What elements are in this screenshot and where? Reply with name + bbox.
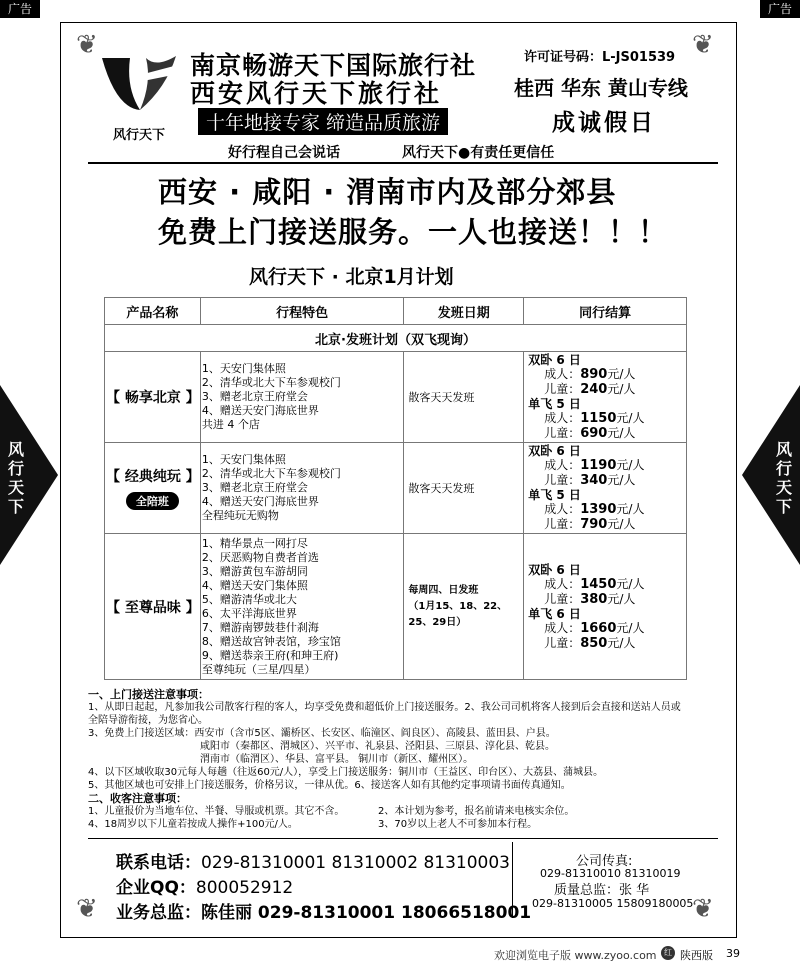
note-row	[88, 805, 718, 818]
product-name: 【 经典纯玩 】 全陪班	[105, 443, 201, 534]
honest-text: 成诚假日	[552, 110, 656, 136]
contact-manager: 业务总监：陈佳丽 029-81310001 18066518001	[116, 903, 532, 923]
notes-title-1: 一、上门接送注意事项：	[88, 688, 209, 701]
table-subheader-row	[105, 325, 687, 352]
banner-line-1: 西安 · 咸阳 · 渭南市内及部分郊县	[158, 175, 617, 209]
header-divider	[88, 162, 718, 164]
footer-edition: 陕西版	[680, 949, 713, 962]
plan-table	[104, 297, 687, 680]
note-line: 全陪导游衔接，为您省心。	[88, 715, 208, 726]
agency-name-1: 南京畅游天下国际旅行社	[190, 51, 477, 80]
corner-ornament-icon: ❦	[76, 894, 98, 924]
logo	[96, 48, 182, 143]
routes-text: 桂西 华东 黄山专线	[514, 76, 688, 100]
product-name: 【 畅享北京 】	[105, 352, 201, 443]
product-price: 双卧 6 日 成人：890元/人 儿童：240元/人 单飞 5 日 成人：1150元/人 儿童：690元/人	[524, 352, 687, 443]
product-features: 1、精华景点一网打尽 2、厌恶购物自费者首选 3、赠游黄包车游胡同 4、赠送天安门集体照 5、赠游清华或北大 6、太平洋海底世界 7、赠游南锣鼓巷什刹海 8、赠送故宫钟表馆，珍宝馆 9、赠送恭亲王府(和珅王府) 至尊纯玩（三星/四星）	[200, 534, 404, 680]
product-name: 【 至尊品味 】	[105, 534, 201, 680]
product-price: 双卧 6 日 成人：1450元/人 儿童：380元/人 单飞 6 日 成人：1660元/人 儿童：850元/人	[524, 534, 687, 680]
page-number: 39	[726, 947, 740, 960]
product-date: 散客天天发班	[404, 352, 524, 443]
footer-logo-icon: 红	[661, 946, 675, 960]
logo-mark-icon	[96, 48, 182, 120]
quality-manager-phone: 029-81310005 15809180005	[532, 897, 694, 910]
note-line: 渭南市（临渭区）、华县、富平县。 铜川市（新区、耀州区）。	[200, 754, 474, 765]
contact-phone: 联系电话：029-81310001 81310002 81310003	[116, 853, 510, 873]
col-header-date: 发班日期	[404, 298, 524, 325]
side-label-right: 风 行 天 下	[775, 440, 792, 516]
contact-divider	[88, 838, 718, 839]
table-row	[105, 443, 687, 534]
note-line: 4、以下区域收取30元每人每趟（往返60元/人），享受上门接送服务：铜川市（王益区、印台区）、大荔县、蒲城县。	[88, 767, 604, 778]
footer-text: 欢迎浏览电子版 www.zyoo.com	[494, 949, 657, 962]
col-header-features: 行程特色	[200, 298, 404, 325]
ad-tag-left: 广告	[0, 0, 40, 18]
table-row	[105, 352, 687, 443]
fax-number: 029-81310010 81310019	[540, 867, 681, 880]
logo-text: 风行天下	[112, 128, 165, 143]
product-price: 双卧 6 日 成人：1190元/人 儿童：340元/人 单飞 5 日 成人：1390元/人 儿童：790元/人	[524, 443, 687, 534]
quality-manager: 质量总监：张 华	[554, 883, 650, 898]
side-label-left: 风 行 天 下	[7, 440, 24, 516]
corner-ornament-icon: ❦	[692, 30, 714, 60]
corner-ornament-icon: ❦	[76, 30, 98, 60]
note-line: 2、本计划为参考，报名前请来电核实余位。	[378, 806, 575, 817]
product-date: 散客天天发班	[404, 443, 524, 534]
table-row	[105, 534, 687, 680]
notes-title-2: 二、收客注意事项：	[88, 792, 187, 805]
note-row	[88, 818, 718, 831]
ad-tag-right: 广告	[760, 0, 800, 18]
note-line: 4、18周岁以下儿童若按成人操作+100元/人。	[88, 819, 298, 830]
plan-title: 风行天下 · 北京1月计划	[249, 266, 454, 288]
note-line: 3、免费上门接送区域：西安市（含市5区、灞桥区、长安区、临潼区、阎良区）、高陵县、蓝田县、户县。	[88, 728, 556, 739]
guide-badge: 全陪班	[126, 492, 179, 510]
notes-section	[88, 688, 718, 831]
license-number: 许可证号码：L-JS01539	[524, 50, 676, 65]
corner-ornament-icon: ❦	[692, 894, 714, 924]
note-line: 咸阳市（秦都区、渭城区）、兴平市、礼泉县、泾阳县、三原县、淳化县、乾县。	[200, 741, 555, 752]
note-line: 1、儿童报价为当地车位、半餐、导服或机票。其它不含。	[88, 806, 345, 817]
note-line: 5、其他区域也可安排上门接送服务，价格另议，一律从优。6、接送客人如有其他约定事项请书面传真通知。	[88, 780, 571, 791]
product-features: 1、天安门集体照 2、清华或北大下车参观校门 3、赠老北京王府堂会 4、赠送天安门海底世界 共进 4 个店	[200, 352, 404, 443]
note-line: 1、从即日起起，凡参加我公司散客行程的客人，均享受免费和超低价上门接送服务。2、我公司司机将客人接到后会直接和送站人员或	[88, 702, 681, 713]
contact-qq: 企业QQ：800052912	[116, 878, 294, 898]
table-header-row	[105, 298, 687, 325]
table-subheader: 北京·发班计划（双飞现询）	[105, 325, 687, 352]
col-header-price: 同行结算	[524, 298, 687, 325]
tagline-2: 风行天下●有责任更信任	[402, 145, 555, 161]
banner-line-2: 免费上门接送服务。一人也接送！！！	[158, 215, 669, 249]
tagline-1: 好行程自己会说话	[228, 145, 340, 161]
product-date: 每周四、日发班 （1月15、18、22、25、29日）	[404, 534, 524, 680]
fax-label: 公司传真:	[576, 854, 633, 869]
product-features: 1、天安门集体照 2、清华或北大下车参观校门 3、赠老北京王府堂会 4、赠送天安门海底世界 全程纯玩无购物	[200, 443, 404, 534]
agency-name-2: 西安风行天下旅行社	[190, 79, 443, 108]
note-line: 3、70岁以上老人不可参加本行程。	[378, 819, 538, 830]
slogan-bar: 十年地接专家 缔造品质旅游	[198, 108, 448, 135]
col-header-product: 产品名称	[105, 298, 201, 325]
